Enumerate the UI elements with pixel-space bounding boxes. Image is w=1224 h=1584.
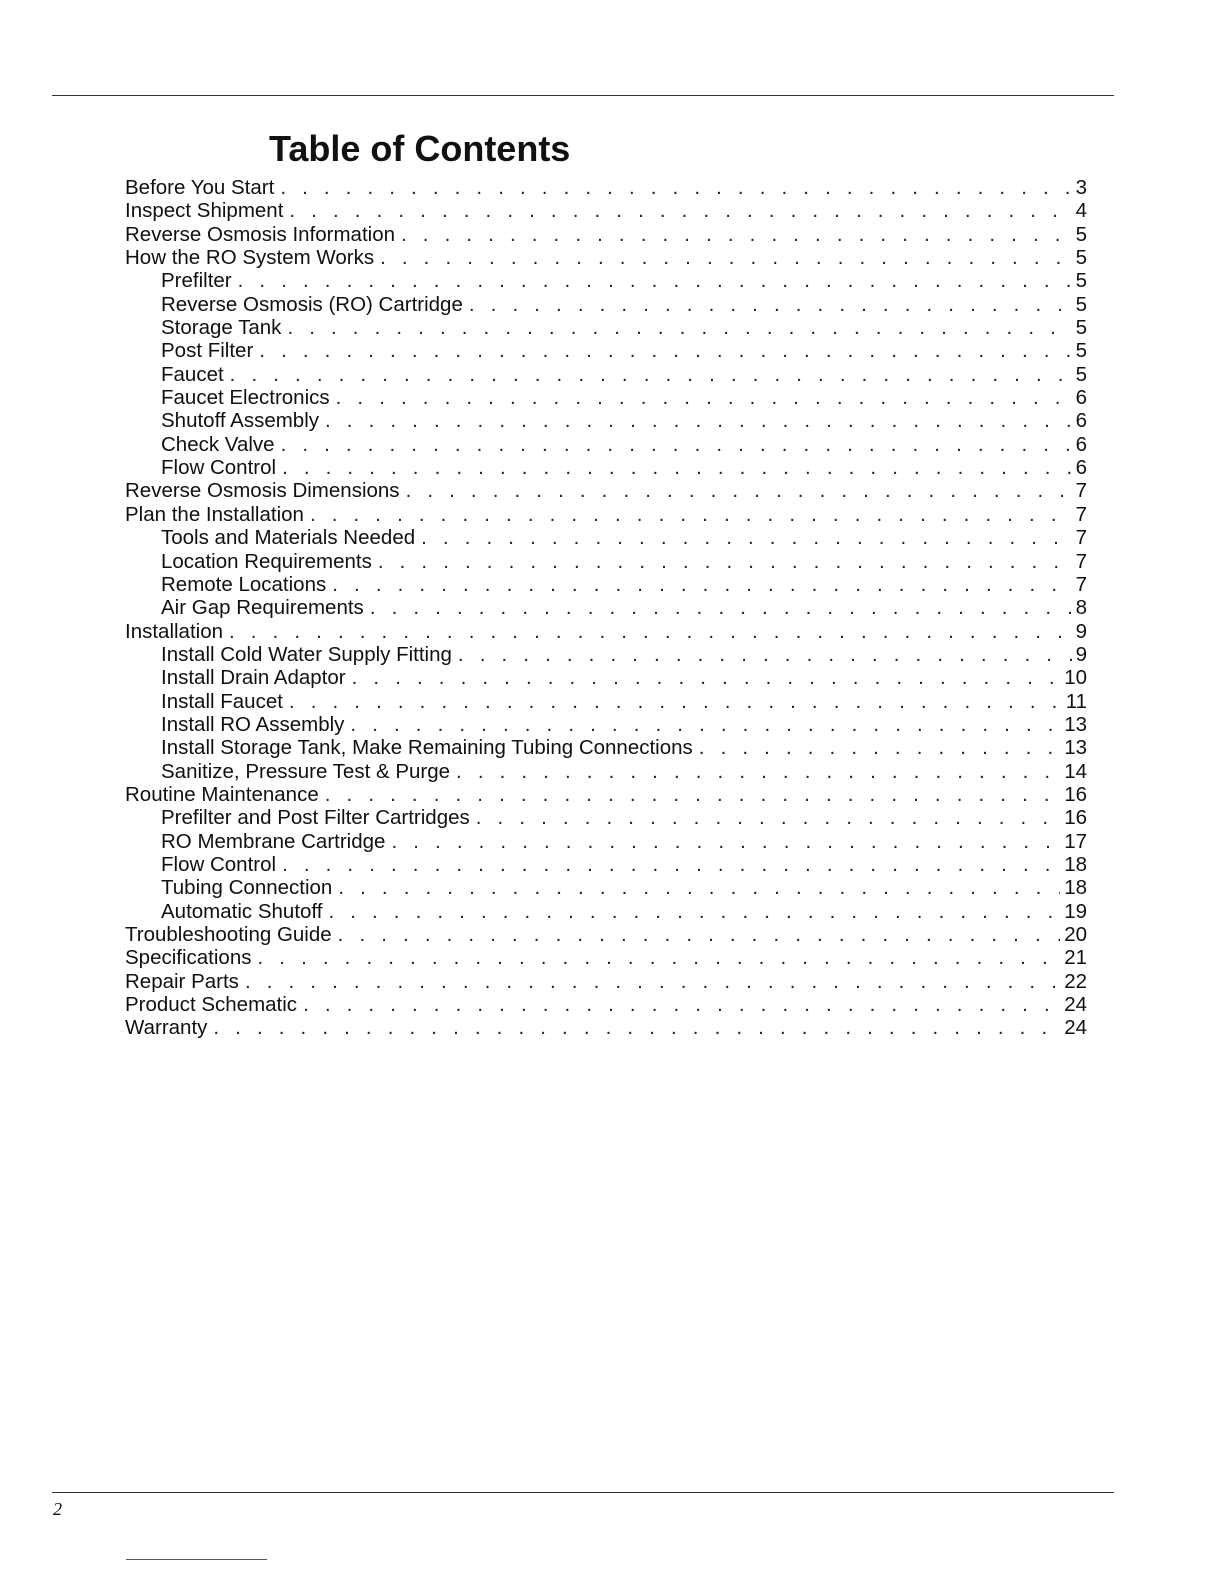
- toc-entry-page: 5: [1075, 339, 1087, 363]
- toc-entry[interactable]: [125, 830, 1087, 853]
- toc-dot-leader: [238, 269, 1072, 292]
- toc-entry[interactable]: [125, 269, 1087, 292]
- toc-entry[interactable]: [125, 316, 1087, 339]
- toc-entry[interactable]: [125, 526, 1087, 549]
- toc-dot-leader: [391, 830, 1060, 853]
- toc-entry-label: Repair Parts: [125, 969, 239, 993]
- toc-entry-label: Prefilter and Post Filter Cartridges: [161, 806, 470, 830]
- toc-entry-page: 6: [1075, 456, 1087, 480]
- toc-dot-leader: [336, 386, 1072, 409]
- toc-entry[interactable]: [125, 223, 1087, 246]
- toc-dot-leader: [230, 363, 1072, 386]
- toc-entry-label: Flow Control: [161, 852, 277, 876]
- toc-entry-page: 20: [1064, 923, 1087, 946]
- toc-entry[interactable]: [125, 573, 1087, 596]
- toc-dot-leader: [213, 1016, 1060, 1039]
- toc-entry[interactable]: [125, 853, 1087, 876]
- toc-entry-page: 7: [1075, 549, 1087, 573]
- toc-entry-page: 5: [1075, 222, 1087, 246]
- toc-entry-page: 5: [1075, 292, 1087, 316]
- toc-dot-leader: [257, 946, 1060, 969]
- toc-dot-leader: [287, 316, 1071, 339]
- toc-entry[interactable]: [125, 176, 1087, 199]
- link-underline: [126, 1559, 267, 1560]
- toc-dot-leader: [352, 666, 1061, 689]
- toc-entry-page: 6: [1075, 409, 1087, 433]
- toc-entry[interactable]: [125, 783, 1087, 806]
- toc-entry-label: Install Cold Water Supply Fitting: [161, 642, 452, 666]
- toc-entry-page: 7: [1075, 572, 1087, 596]
- toc-entry-label: Reverse Osmosis (RO) Cartridge: [161, 292, 463, 316]
- toc-entry[interactable]: [125, 503, 1087, 526]
- toc-entry-label: Install RO Assembly: [161, 712, 345, 736]
- toc-dot-leader: [328, 900, 1060, 923]
- toc-entry[interactable]: [125, 666, 1087, 689]
- toc-entry-page: 9: [1075, 642, 1087, 666]
- toc-dot-leader: [245, 970, 1060, 993]
- toc-entry-label: Inspect Shipment: [125, 199, 284, 223]
- toc-entry[interactable]: [125, 713, 1087, 736]
- toc-dot-leader: [699, 736, 1060, 759]
- toc-dot-leader: [259, 339, 1071, 362]
- toc-entry-label: RO Membrane Cartridge: [161, 829, 386, 853]
- toc-entry-label: Remote Locations: [161, 572, 327, 596]
- bottom-rule: [52, 1492, 1114, 1493]
- toc-entry[interactable]: [125, 409, 1087, 432]
- toc-entry-label: Product Schematic: [125, 993, 298, 1017]
- toc-entry-page: 5: [1075, 246, 1087, 270]
- toc-entry-label: Troubleshooting Guide: [125, 923, 332, 946]
- toc-entry-label: Sanitize, Pressure Test & Purge: [161, 759, 451, 783]
- toc-dot-leader: [401, 223, 1072, 246]
- toc-dot-leader: [476, 806, 1060, 829]
- toc-entry-page: 24: [1064, 1016, 1087, 1040]
- toc-dot-leader: [289, 199, 1071, 222]
- toc-dot-leader: [303, 993, 1060, 1016]
- toc-entry-page: 7: [1075, 502, 1087, 526]
- toc-entry[interactable]: [125, 386, 1087, 409]
- toc-entry-page: 11: [1065, 689, 1087, 713]
- toc-entry[interactable]: [125, 479, 1087, 502]
- toc-dot-leader: [280, 176, 1071, 199]
- toc-entry-label: Specifications: [125, 946, 252, 970]
- toc-entry-label: Air Gap Requirements: [161, 596, 364, 620]
- toc-entry[interactable]: [125, 293, 1087, 316]
- toc-dot-leader: [338, 923, 1061, 946]
- toc-entry[interactable]: [125, 736, 1087, 759]
- toc-entry-page: 22: [1064, 969, 1087, 993]
- toc-dot-leader: [325, 409, 1072, 432]
- toc-entry-label: Automatic Shutoff: [161, 899, 323, 923]
- toc-entry-label: Faucet: [161, 362, 224, 386]
- toc-entry-label: Check Valve: [161, 432, 275, 456]
- toc-entry[interactable]: [125, 596, 1087, 619]
- toc-entry[interactable]: [125, 760, 1087, 783]
- toc-entry-label: Install Storage Tank, Make Remaining Tubing Connections: [161, 736, 693, 760]
- table-of-contents: [125, 176, 1087, 1040]
- toc-entry-label: Flow Control: [161, 456, 277, 480]
- toc-entry-label: Installation: [125, 619, 224, 643]
- toc-entry-page: 16: [1064, 782, 1087, 806]
- toc-entry-page: 21: [1064, 946, 1087, 970]
- toc-entry[interactable]: [125, 690, 1087, 713]
- toc-entry-page: 24: [1064, 993, 1087, 1017]
- toc-entry[interactable]: [125, 923, 1087, 946]
- toc-entry-label: Plan the Installation: [125, 502, 304, 526]
- toc-dot-leader: [338, 876, 1060, 899]
- page-number: 2: [53, 1499, 62, 1519]
- toc-entry-page: 7: [1075, 526, 1087, 550]
- toc-dot-leader: [350, 713, 1060, 736]
- toc-entry[interactable]: [125, 643, 1087, 666]
- toc-entry-page: 16: [1064, 806, 1087, 830]
- toc-entry-page: 6: [1075, 386, 1087, 410]
- toc-entry-page: 6: [1075, 432, 1087, 456]
- toc-entry[interactable]: [125, 620, 1087, 643]
- toc-entry[interactable]: [125, 970, 1087, 993]
- toc-entry-label: Routine Maintenance: [125, 782, 319, 806]
- toc-entry-label: Faucet Electronics: [161, 386, 330, 410]
- toc-entry-label: Tools and Materials Needed: [161, 526, 416, 550]
- toc-entry[interactable]: [125, 900, 1087, 923]
- toc-entry-label: Tubing Connection: [161, 876, 333, 900]
- toc-entry-page: 3: [1075, 176, 1087, 199]
- toc-entry-label: Shutoff Assembly: [161, 409, 320, 433]
- toc-entry[interactable]: [125, 363, 1087, 386]
- toc-entry-label: Post Filter: [161, 339, 254, 363]
- toc-entry-page: 13: [1064, 736, 1087, 760]
- toc-dot-leader: [289, 690, 1062, 713]
- toc-dot-leader: [282, 853, 1060, 876]
- toc-entry-label: How the RO System Works: [125, 246, 375, 270]
- top-rule: [52, 95, 1114, 96]
- toc-dot-leader: [282, 456, 1072, 479]
- toc-dot-leader: [421, 526, 1071, 549]
- toc-dot-leader: [229, 620, 1072, 643]
- toc-entry[interactable]: [125, 1016, 1087, 1039]
- toc-dot-leader: [370, 596, 1072, 619]
- toc-entry-page: 4: [1075, 199, 1087, 223]
- toc-dot-leader: [281, 433, 1072, 456]
- toc-dot-leader: [406, 479, 1072, 502]
- toc-entry[interactable]: [125, 993, 1087, 1016]
- toc-dot-leader: [378, 550, 1072, 573]
- toc-entry[interactable]: [125, 199, 1087, 222]
- page-title: Table of Contents: [269, 128, 571, 169]
- toc-entry-label: Reverse Osmosis Dimensions: [125, 479, 400, 503]
- toc-dot-leader: [380, 246, 1072, 269]
- toc-entry-page: 5: [1075, 316, 1087, 340]
- toc-dot-leader: [456, 760, 1060, 783]
- toc-entry[interactable]: [125, 946, 1087, 969]
- toc-entry-page: 10: [1064, 666, 1087, 690]
- toc-entry[interactable]: [125, 433, 1087, 456]
- toc-entry-label: Install Faucet: [161, 689, 283, 713]
- toc-entry-page: 7: [1075, 479, 1087, 503]
- toc-entry[interactable]: [125, 339, 1087, 362]
- toc-entry-label: Install Drain Adaptor: [161, 666, 346, 690]
- toc-dot-leader: [469, 293, 1072, 316]
- toc-entry-page: 18: [1064, 876, 1087, 900]
- toc-entry-page: 5: [1075, 362, 1087, 386]
- toc-dot-leader: [310, 503, 1072, 526]
- toc-entry-page: 8: [1075, 596, 1087, 620]
- toc-entry-label: Warranty: [125, 1016, 208, 1040]
- toc-entry-label: Reverse Osmosis Information: [125, 222, 396, 246]
- toc-dot-leader: [458, 643, 1072, 666]
- toc-entry-label: Before You Start: [125, 176, 275, 199]
- toc-entry[interactable]: [125, 246, 1087, 269]
- toc-entry-label: Location Requirements: [161, 549, 372, 573]
- toc-dot-leader: [325, 783, 1060, 806]
- toc-entry-page: 18: [1064, 852, 1087, 876]
- toc-entry-label: Storage Tank: [161, 316, 282, 340]
- toc-entry-page: 13: [1064, 712, 1087, 736]
- toc-entry-page: 5: [1075, 269, 1087, 293]
- toc-entry[interactable]: [125, 806, 1087, 829]
- toc-entry[interactable]: [125, 876, 1087, 899]
- toc-dot-leader: [332, 573, 1071, 596]
- toc-entry-page: 19: [1064, 899, 1087, 923]
- toc-entry[interactable]: [125, 550, 1087, 573]
- toc-entry[interactable]: [125, 456, 1087, 479]
- toc-entry-page: 17: [1064, 829, 1087, 853]
- toc-entry-page: 14: [1064, 759, 1087, 783]
- toc-entry-label: Prefilter: [161, 269, 232, 293]
- toc-entry-page: 9: [1075, 619, 1087, 643]
